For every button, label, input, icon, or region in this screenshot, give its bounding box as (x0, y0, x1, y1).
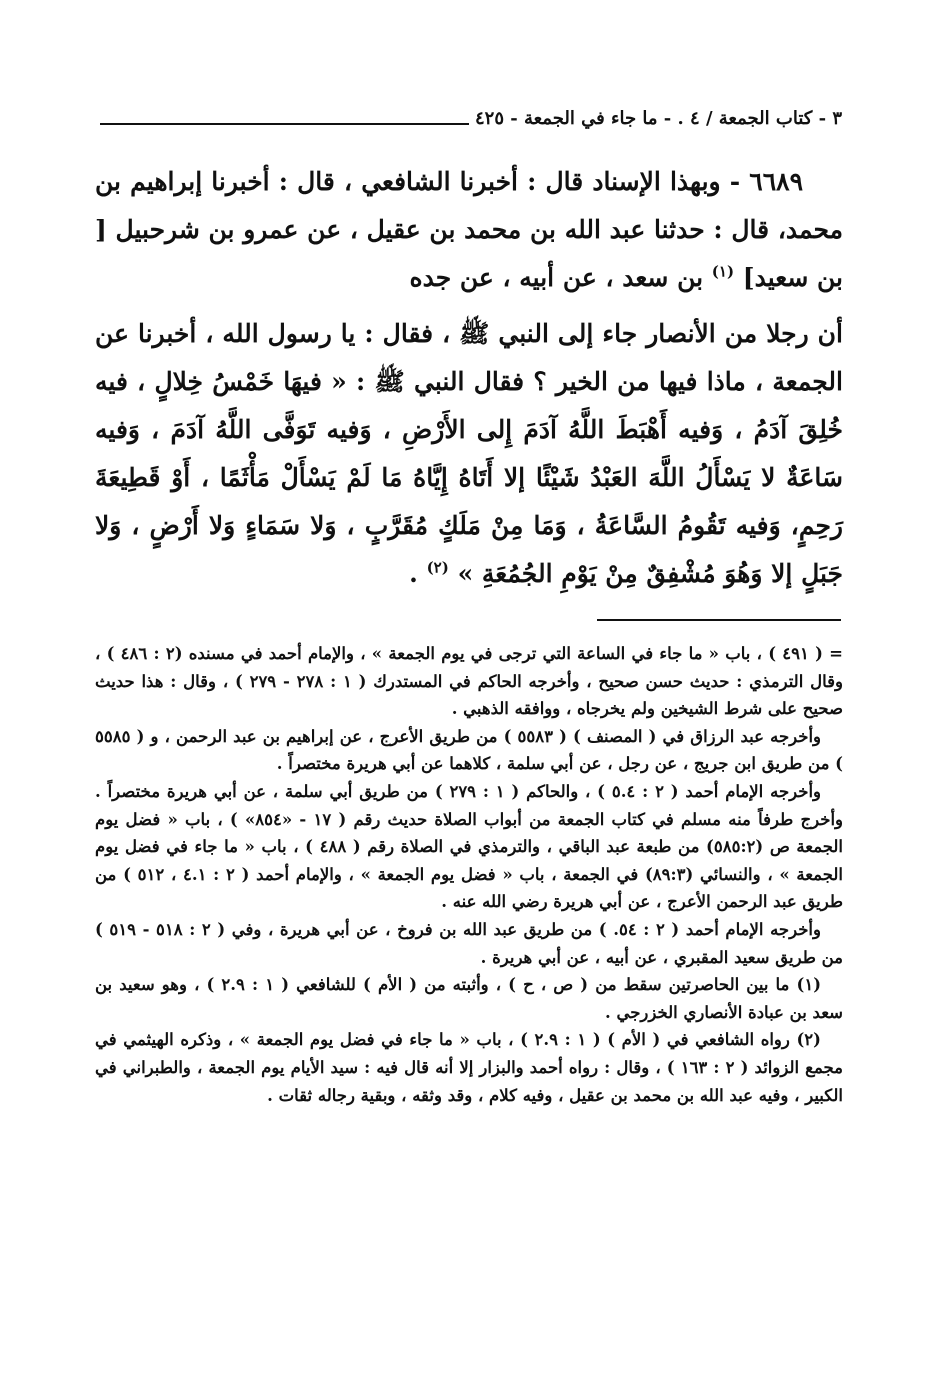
footnote-separator (597, 619, 841, 621)
footnote-continuation: = ( ٤٩١ ) ، باب « ما جاء في الساعة التي ترجى في يوم الجمعة » ، والإمام أحمد في مسنده (٢ : ٤٨٦ ) ، وقال الترمذي : حديث حسن صحيح ، وأخرجه الحاكم في المستدرك ( ١ : ٢٧٨ - ٢٧٩ ) ، وقال : هذا حديث صحيح على شرط الشيخين ولم يخرجاه ، ووافقه الذهبي . (95, 644, 843, 719)
footnote-2: (٢) رواه الشافعي في ( الأم ) ( ١ : ٢.٩ ) ، باب « ما جاء في فضل يوم الجمعة » ، وذكره الهيثمي في مجمع الزوائد ( ٢ : ١٦٣ ) ، وقال : رواه أحمد والبزار إلا أنه قال فيه : سيد الأيام يوم الجمعة ، والطبراني في الكبير ، وفيه عبد الله بن محمد بن عقيل ، وفيه كلام ، وقد وثقه ، وبقية رجاله ثقات . (95, 1030, 843, 1105)
running-title: ٣ - كتاب الجمعة / ٤ . - ما جاء في الجمعة - ٤٢٥ (474, 108, 842, 129)
footnote-paragraph: وأخرجه عبد الرزاق في ( المصنف ) ( ٥٥٨٣ ) من طريق الأعرج ، عن إبراهيم بن عبد الرحمن ، و ( ٥٥٨٥ ) من طريق ابن جريج ، عن رجل ، عن أبي سلمة ، كلاهما عن أبي هريرة مختصراً . (95, 726, 843, 774)
footnote-marker-1: (١) (711, 262, 735, 281)
footnote-1: (١) ما بين الحاصرتين سقط من ( ص ، ح ) ، وأثبته من ( الأم ) للشافعي ( ١ : ٢.٩ ) ، وهو سعيد بن سعد بن عبادة الأنصاري الخزرجي . (95, 975, 843, 1022)
isnad-text: ٦٦٨٩ - وبهذا الإسناد قال : أخبرنا الشافعي ، قال : أخبرنا إبراهيم بن محمد، قال : حدثنا عبد الله بن محمد بن عقيل ، عن عمرو بن شرحبيل [ بن سعيد] (95, 167, 843, 292)
running-header (100, 96, 842, 130)
hadith-text (95, 158, 843, 598)
matn-end: . (409, 559, 418, 588)
isnad-end: بن سعد ، عن أبيه ، عن جده (409, 263, 704, 292)
footnote-marker-2: (٢) (426, 558, 449, 577)
footnotes (95, 640, 843, 1109)
hadith-isnad (95, 158, 843, 302)
footnote-paragraph: وأخرجه الإمام أحمد ( ٢ : ٥.٤ ) ، والحاكم ( ١ : ٢٧٩ ) من طريق أبي سلمة ، عن أبي هريرة مختصراً . وأخرج طرفاً منه مسلم في كتاب الجمعة من أبواب الصلاة حديث رقم ( ١٧ - «٨٥٤» ) ، باب « فضل يوم الجمعة ص (٥٨٥:٢) من طبعة عبد الباقي ، والترمذي في الصلاة رقم ( ٤٨٨ ) ، باب « ما جاء في فضل يوم الجمعة » ، والنسائي (٨٩:٣) في الجمعة ، باب « فضل يوم الجمعة » ، والإمام أحمد ( ٢ : ٤.١ ، ٥١٢ ) من طريق عبد الرحمن الأعرج ، عن أبي هريرة رضي الله عنه . (95, 781, 844, 912)
hadith-matn (95, 310, 843, 598)
header-rule (100, 123, 469, 125)
matn-text: أن رجلا من الأنصار جاء إلى النبي ﷺ ، فقال : يا رسول الله ، أخبرنا عن الجمعة ، ماذا فيها من الخير ؟ فقال النبي ﷺ : « فيهَا خَمْسُ خِلالٍ ، فيه خُلِقَ آدَمُ ، وَفيه أَهْبَطَ اللَّهُ آدَمَ إِلى الأَرْضِ ، وَفيه تَوَفَّى اللَّهُ آدَمَ ، وَفيه سَاعَةٌ لا يَسْأَلُ اللَّهَ العَبْدُ شَيْئًا إلا أَتَاهُ إِيَّاهُ مَا لَمْ يَسْأَلْ مَأْثَمًا ، أَوْ قَطِيعَةَ رَحِمٍ، وَفيه تَقُومُ السَّاعَةُ ، وَمَا مِنْ مَلَكٍ مُقَرَّبٍ ، وَلا سَمَاءٍ وَلا أَرْضٍ ، وَلا جَبَلٍ إلا وَهُوَ مُشْفِقٌ مِنْ يَوْمِ الجُمُعَةِ » (95, 319, 843, 588)
footnote-paragraph: وأخرجه الإمام أحمد ( ٢ : ٥٤. ) من طريق عبد الله بن فروخ ، عن أبي هريرة ، وفي ( ٢ : ٥١٨ - ٥١٩ ) من طريق سعيد المقبري ، عن أبيه ، عن أبي هريرة . (95, 919, 843, 967)
